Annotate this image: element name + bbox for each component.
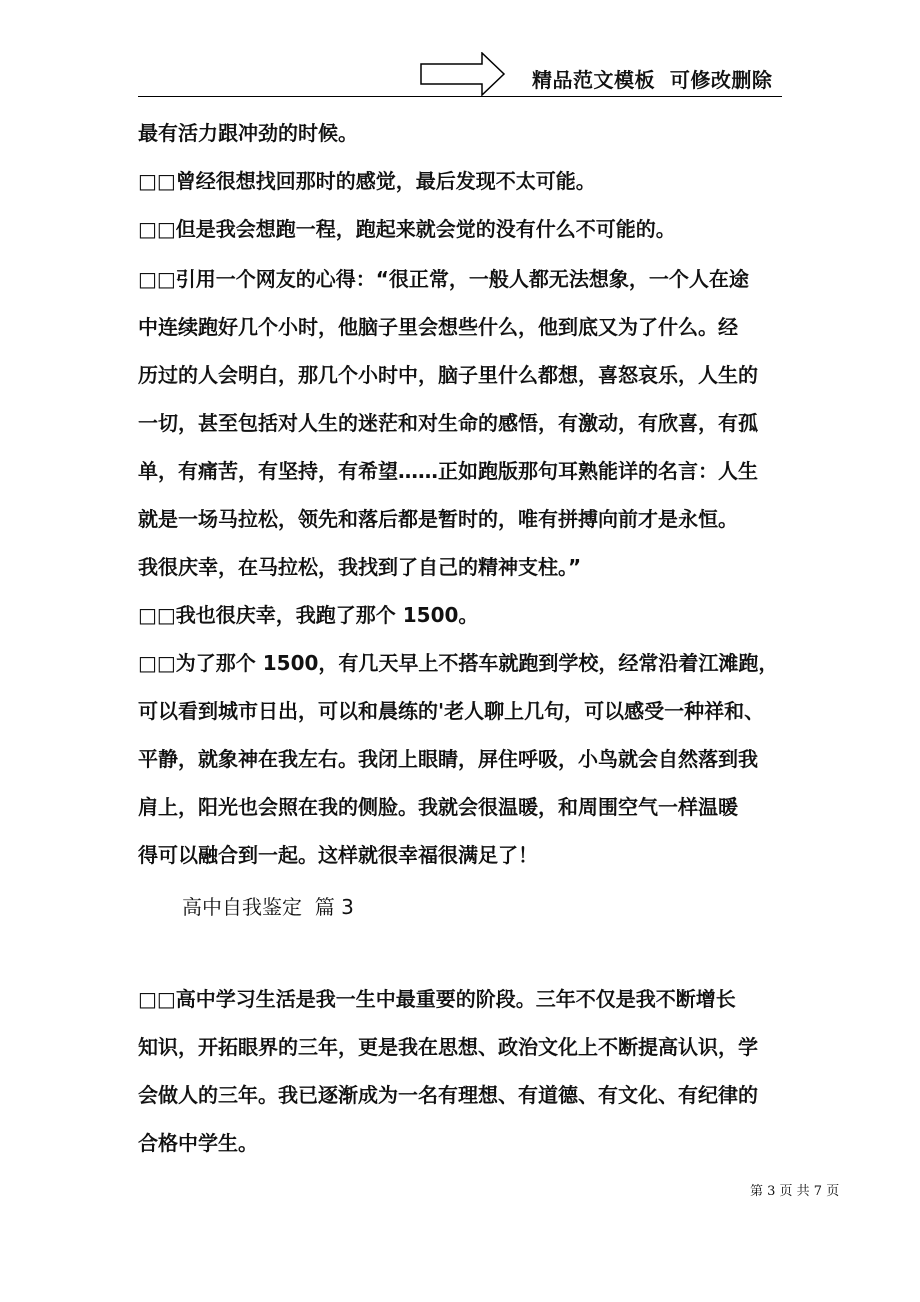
body-line: 我很庆幸，在马拉松，我找到了自己的精神支柱。” — [138, 555, 582, 579]
body-line: □□我也很庆幸，我跑了那个 1500。 — [138, 603, 479, 627]
body-line: □□但是我会想跑一程，跑起来就会觉的没有什么不可能的。 — [138, 217, 676, 241]
section-line: 知识，开拓眼界的三年，更是我在思想、政治文化上不断提高认识，学 — [138, 1035, 758, 1059]
body-line: □□曾经很想找回那时的感觉，最后发现不太可能。 — [138, 169, 596, 193]
section-line: □□高中学习生活是我一生中最重要的阶段。三年不仅是我不断增长 — [138, 987, 736, 1011]
body-line: □□为了那个 1500，有几天早上不搭车就跑到学校，经常沿着江滩跑， — [138, 651, 779, 675]
body-line: 一切，甚至包括对人生的迷茫和对生命的感悟，有激动，有欣喜，有孤 — [138, 411, 758, 435]
body-line: 历过的人会明白，那几个小时中，脑子里什么都想，喜怒哀乐，人生的 — [138, 363, 758, 387]
body-line: 最有活力跟冲劲的时候。 — [138, 121, 358, 145]
section-line: 会做人的三年。我已逐渐成为一名有理想、有道德、有文化、有纪律的 — [138, 1083, 758, 1107]
section-line: 合格中学生。 — [138, 1131, 258, 1155]
header-label: 精品范文模板 可修改删除 — [532, 68, 773, 92]
arrow-right-icon — [420, 52, 506, 98]
body-line: 单，有痛苦，有坚持，有希望……正如跑版那句耳熟能详的名言：人生 — [138, 459, 758, 483]
body-line: 就是一场马拉松，领先和落后都是暂时的，唯有拼搏向前才是永恒。 — [138, 507, 738, 531]
body-line: 得可以融合到一起。这样就很幸福很满足了！ — [138, 843, 538, 867]
header-rule — [138, 96, 782, 97]
body-line: □□引用一个网友的心得：“很正常，一般人都无法想象，一个人在途 — [138, 267, 749, 291]
body-line: 肩上，阳光也会照在我的侧脸。我就会很温暖，和周围空气一样温暖 — [138, 795, 738, 819]
section-title: 高中自我鉴定 篇 3 — [182, 895, 354, 919]
body-line: 平静，就象神在我左右。我闭上眼睛，屏住呼吸，小鸟就会自然落到我 — [138, 747, 758, 771]
body-line: 中连续跑好几个小时，他脑子里会想些什么，他到底又为了什么。经 — [138, 315, 738, 339]
body-line: 可以看到城市日出，可以和晨练的'老人聊上几句，可以感受一种祥和、 — [138, 699, 765, 723]
page-number: 第 3 页 共 7 页 — [750, 1184, 840, 1199]
